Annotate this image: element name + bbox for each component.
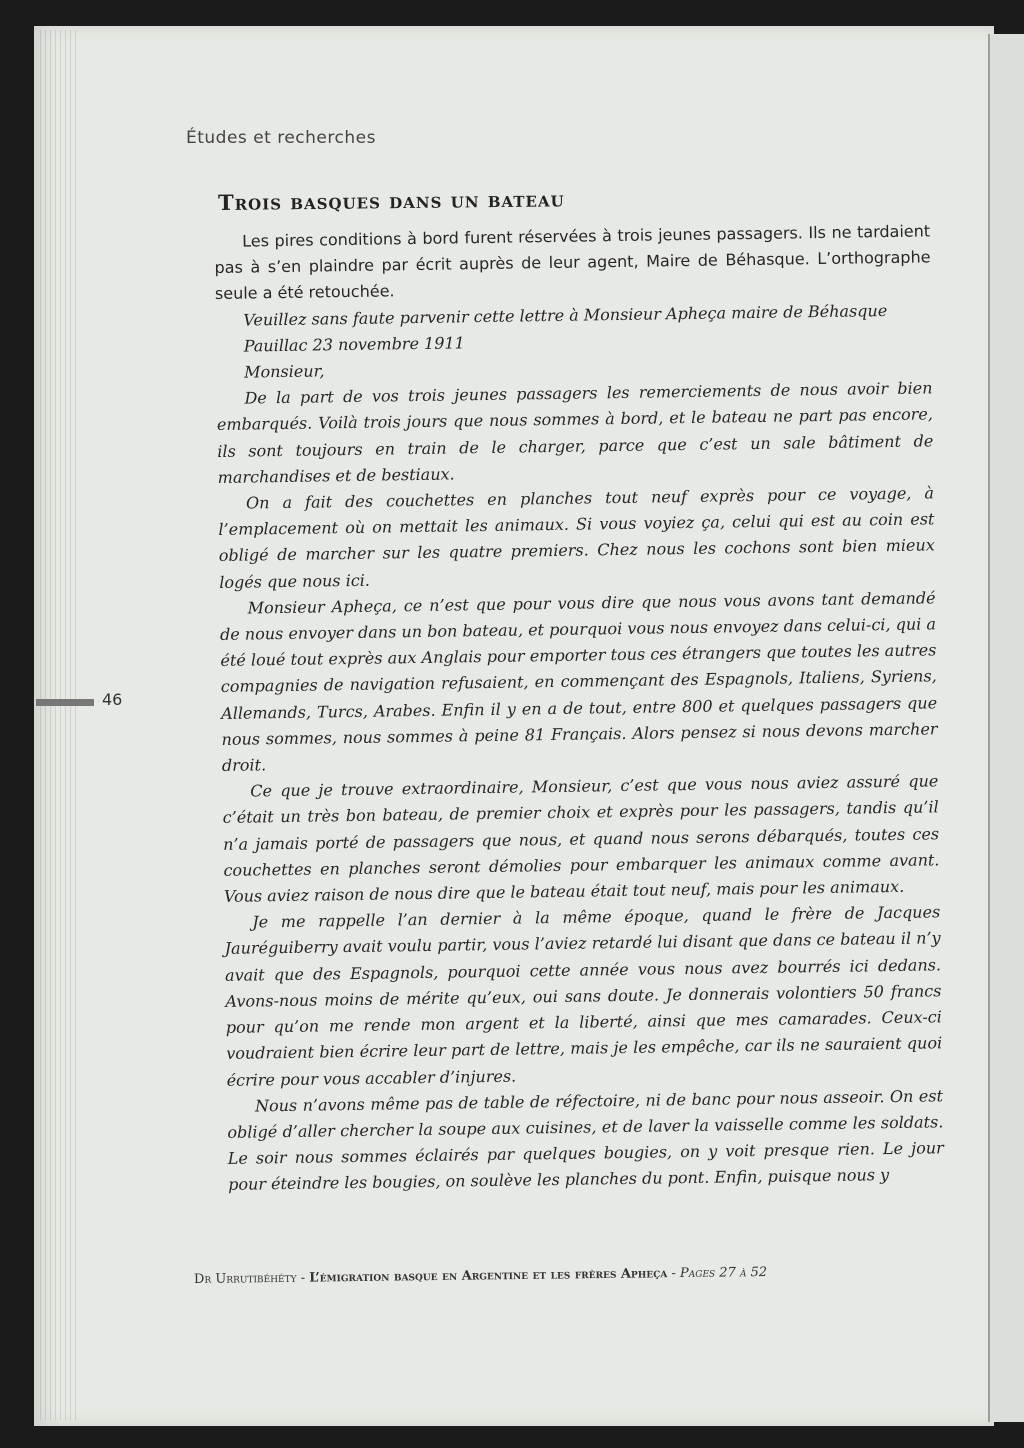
page-marker-bar [36, 699, 94, 706]
page-number-marker [36, 694, 96, 708]
page-number: 46 [102, 690, 123, 709]
footer-author: Dr Urrutibéhéty [193, 1270, 297, 1287]
footer-separator: - [667, 1266, 681, 1282]
letter-paragraph: On a fait des couchettes en planches tout neuf exprès pour ce voyage, à l’emplacement où on mettait les animaux. Si vous voyiez ça, celui qui est au coin est obligé de marcher sur les quatre premiers. Chez nous les cochons sont bien mieux logés que nous ici. [218, 483, 935, 592]
letter-address: Veuillez sans faute parvenir cette lettre à Monsieur Apheça maire de Béhasque [243, 300, 888, 330]
letter-paragraph: Je me rappelle l’an dernier à la même époque, quand le frère de Jacques Jauréguiberry avait voulu partir, vous l’aviez retardé lui disant que dans ce bateau il n’y avait que des Espagnols, pourquoi cette année vous nous avez bourrés ici dedans. Avons-nous moins de mérite qu’eux, oui sans doute. Je donnerais volontiers 50 francs pour qu’on me rende mon argent et la liberté, ainsi que mes camarades. Ceux-ci voudraient bien écrire leur part de lettre, mais je les empêche, car ils ne sauraient quoi écrire pour vous accabler d’injures. [224, 902, 943, 1090]
footer-page-range: Pages 27 à 52 [679, 1264, 768, 1282]
adjacent-page-edge [988, 34, 1024, 1422]
letter-dateline: Pauillac 23 novembre 1911 [243, 333, 465, 356]
article-body [214, 218, 944, 1198]
intro-paragraph: Les pires conditions à bord furent réservées à trois jeunes passagers. Ils ne tardaient pas à s’en plaindre par écrit auprès de leur agent, Maire de Béhasque. L’orthographe seule a été retouchée. [214, 221, 931, 304]
footer-separator: - [296, 1270, 310, 1286]
letter-paragraph: Monsieur Apheça, ce n’est que pour vous dire que nous vous avons tant demandé de nous envoyer dans un bon bateau, et pourquoi vous nous envoyez dans celui-ci, qui a été loué tout exprès aux Anglais pour emporter tous ces étrangers que toutes les autres compagnies de navigation refusaient, en commençant des Espagnols, Italiens, Syriens, Allemands, Turcs, Arabes. Enfin il y en a de tout, entre 800 et quelques passagers que nous sommes, nous sommes à peine 81 Français. Alors pensez si nous devons marcher droit. [219, 588, 938, 776]
letter-paragraph: De la part de vos trois jeunes passagers les remerciements de nous avoir bien embarqués. Voilà trois jours que nous sommes à bord, et le bateau ne part pas encore, ils sont toujours en train de le charger, parce que c’est un sale bâtiment de marchandises et de bestiaux. [216, 378, 934, 487]
page-gutter [40, 30, 80, 1420]
letter-salutation: Monsieur, [243, 361, 325, 382]
footer-work-title: L’émigration basque en Argentine et les frères Apheça [309, 1266, 668, 1286]
section-title: Études et recherches [186, 128, 376, 148]
article-title: Trois basques dans un bateau [217, 186, 565, 215]
letter-paragraph: Ce que je trouve extraordinaire, Monsieur, c’est que vous nous aviez assuré que c’était un très bon bateau, de premier choix et exprès pour les passagers, tandis qu’il n’a jamais porté de passagers que nous, et quand nous serons débarqués, toutes ces couchettes en planches seront démolies pour embarquer les animaux comme avant. Vous aviez raison de nous dire que le bateau était tout neuf, mais pour les animaux. [222, 771, 940, 907]
letter-paragraph: Nous n’avons même pas de table de réfectoire, ni de banc pour nous asseoir. On est obligé d’aller chercher la soupe aux cuisines, et de laver la vaisselle comme les soldats. Le soir nous sommes éclairés par quelques bougies, on y voit presque rien. Le jour pour éteindre les bougies, on soulève les planches du pont. Enfin, puisque nous y [227, 1085, 944, 1195]
